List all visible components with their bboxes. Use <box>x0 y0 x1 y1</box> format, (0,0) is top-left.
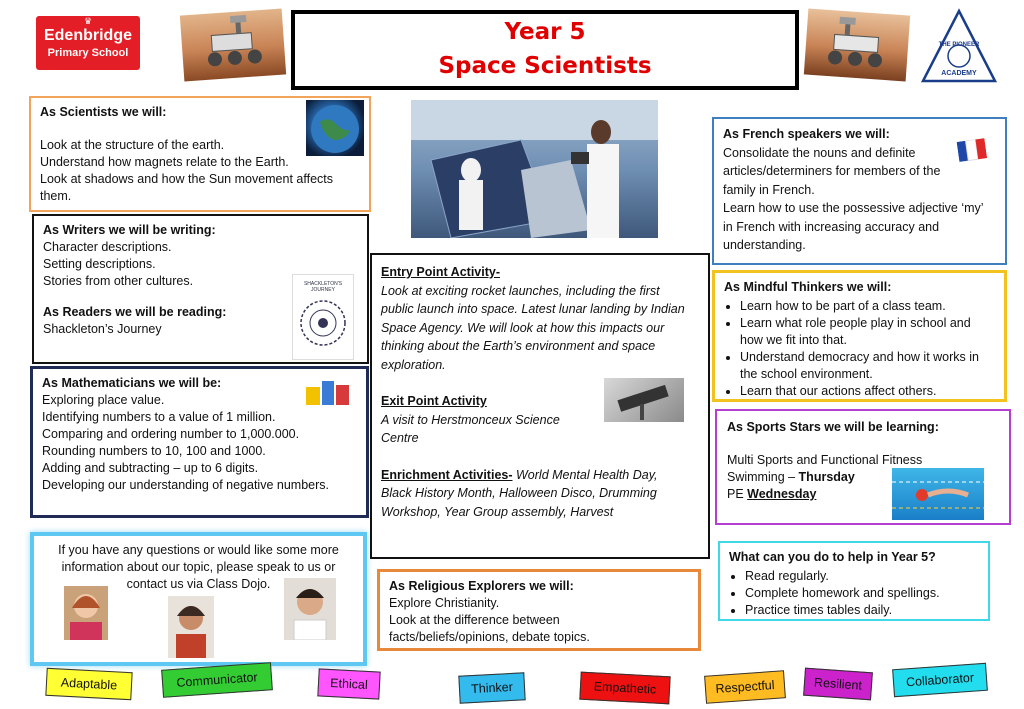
value-tag-thinker: Thinker <box>458 672 525 703</box>
page-title-year: Year 5 <box>504 19 586 45</box>
writers-line: Stories from other cultures. <box>43 274 194 288</box>
page-title-topic: Space Scientists <box>438 53 652 79</box>
value-tag-ethical: Ethical <box>317 668 380 699</box>
maths-books-icon <box>304 377 352 407</box>
french-flag-icon <box>957 138 988 164</box>
mars-rover-image-right <box>804 9 910 82</box>
page-title-box <box>291 10 799 90</box>
value-tag-collaborator: Collaborator <box>892 663 988 697</box>
french-heading: As French speakers we will: <box>723 127 890 141</box>
rover-icon <box>804 9 910 82</box>
academy-name-bottom: ACADEMY <box>941 70 977 77</box>
entry-point-text: Look at exciting rocket launches, including the first public launch into space. Latest lunar landing by Indian Space Agency. We will look at how this impacts our thinking about the Earth’s environment and space exploration. <box>381 283 685 372</box>
book-cover-title: SHACKLETON'S JOURNEY <box>303 281 343 293</box>
exit-point-heading: Exit Point Activity <box>381 394 487 408</box>
french-text-1: Consolidate the nouns and definite articles/determiners for members of the family in French. <box>723 145 941 197</box>
enrichment-text: World Mental Health Day, Black History Month, Halloween Disco, Drumming Workshop, Year Group assembly, Harvest <box>381 467 658 519</box>
value-tag-resilient: Resilient <box>803 668 873 701</box>
mindful-item: • Learn that our actions affect others. <box>740 383 995 400</box>
mindful-heading: As Mindful Thinkers we will: <box>724 280 892 294</box>
school-name-line1: Edenbridge <box>43 27 132 44</box>
swimming-day: Thursday <box>798 470 855 484</box>
scientists-line: Look at the structure of the earth. <box>40 138 225 152</box>
pe-day: Wednesday <box>747 487 817 501</box>
mindful-section <box>712 270 1007 402</box>
help-section <box>718 541 990 621</box>
writers-line: Setting descriptions. <box>43 257 156 271</box>
mindful-item: • Learn how to be part of a class team. <box>740 298 995 315</box>
school-crest-icon: ♛ <box>83 16 93 26</box>
scientist-lab-photo <box>411 100 658 238</box>
swimmer-photo <box>892 468 984 520</box>
school-logo <box>36 16 140 70</box>
academy-logo <box>920 8 998 84</box>
swimming-label: Swimming – <box>727 470 799 484</box>
readers-heading: As Readers we will be reading: <box>43 305 227 319</box>
help-item: • Read regularly. <box>745 568 979 585</box>
lab-scene-icon <box>411 100 658 238</box>
maths-line: Identifying numbers to a value of 1 million. <box>42 410 276 424</box>
scientists-line: Understand how magnets relate to the Earth. <box>40 155 289 169</box>
pe-label: PE <box>727 487 748 501</box>
mindful-item: • Learn what role people play in school and how we fit into that. <box>740 315 995 349</box>
value-tag-empathetic: Empathetic <box>579 672 670 705</box>
earth-image <box>306 100 364 156</box>
maths-line: Comparing and ordering number to 1,000.000. <box>42 427 300 441</box>
maths-line: Developing our understanding of negative numbers. <box>42 478 329 492</box>
french-text-2: Learn how to use the possessive adjective ‘my’ in French with increasing accuracy and understanding. <box>723 201 984 252</box>
value-tag-adaptable: Adaptable <box>45 668 132 700</box>
enrichment-paragraph <box>381 466 691 522</box>
entry-point-heading: Entry Point Activity- <box>381 265 500 279</box>
telescope-photo <box>604 378 684 422</box>
help-item: • Complete homework and spellings. <box>745 585 979 602</box>
school-name-line2: Primary School <box>47 47 129 59</box>
maths-line: Exploring place value. <box>42 393 165 407</box>
scientists-line: Look at shadows and how the Sun movement affects them. <box>40 172 334 203</box>
sports-line: Multi Sports and Functional Fitness <box>727 453 923 467</box>
religious-line: Explore Christianity. <box>389 596 500 610</box>
teacher-photo-2 <box>168 596 214 658</box>
help-heading: What can you do to help in Year 5? <box>729 550 936 564</box>
religious-heading: As Religious Explorers we will: <box>389 579 574 593</box>
mars-rover-image-left <box>180 9 286 82</box>
scientists-heading: As Scientists we will: <box>40 105 167 119</box>
person-icon <box>284 578 336 640</box>
exit-point-text: A visit to Herstmonceux Science Centre <box>381 412 560 445</box>
teacher-photo-1 <box>64 586 108 640</box>
french-section <box>712 117 1007 265</box>
swimmer-icon <box>892 468 984 520</box>
earth-icon <box>306 100 364 156</box>
maths-heading: As Mathematicians we will be: <box>42 376 222 390</box>
shackleton-book-cover <box>292 274 354 360</box>
writers-line: Character descriptions. <box>43 240 172 254</box>
maths-line: Adding and subtracting – up to 6 digits. <box>42 461 259 475</box>
maths-clipart <box>304 377 352 407</box>
person-icon <box>64 586 108 640</box>
sports-heading: As Sports Stars we will be learning: <box>727 420 939 434</box>
value-tag-respectful: Respectful <box>704 670 786 704</box>
teacher-photo-3 <box>284 578 336 640</box>
enrichment-heading: Enrichment Activities- <box>381 467 513 482</box>
rover-icon <box>180 9 286 82</box>
person-icon <box>168 596 214 658</box>
value-tag-communicator: Communicator <box>161 662 273 698</box>
help-list <box>729 568 979 619</box>
maths-line: Rounding numbers to 10, 100 and 1000. <box>42 444 266 458</box>
help-item: • Practice times tables daily. <box>745 602 979 619</box>
academy-name-top: THE PIONEER <box>938 42 980 48</box>
reading-book-title: Shackleton’s Journey <box>43 322 162 336</box>
contact-text: If you have any questions or would like some more information about our topic, please speak to us or contact us via Class Dojo. <box>58 543 339 591</box>
mindful-item: • Understand democracy and how it works in the school environment. <box>740 349 995 383</box>
writers-heading: As Writers we will be writing: <box>43 223 216 237</box>
religious-section <box>377 569 701 651</box>
book-emblem-icon <box>293 293 353 353</box>
telescope-icon <box>604 378 684 422</box>
mindful-list <box>724 298 995 400</box>
religious-line: Look at the difference between facts/beliefs/opinions, debate topics. <box>389 613 590 644</box>
